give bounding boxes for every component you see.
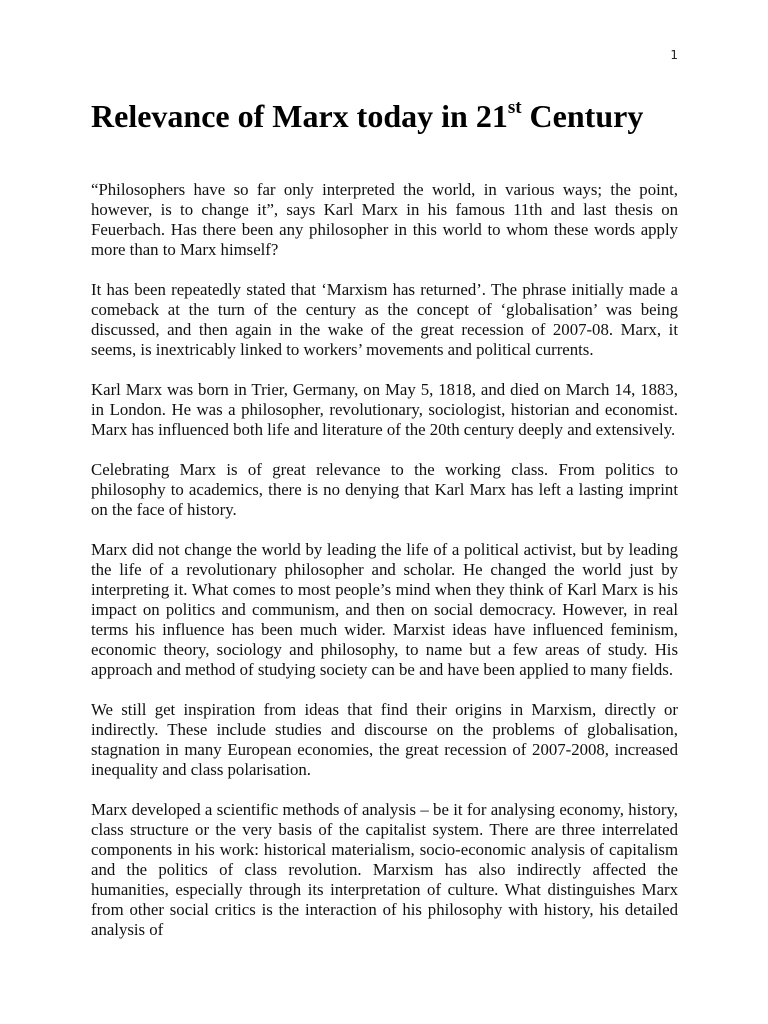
paragraph-influence: Marx did not change the world by leading the life of a political activist, but by leading the life of a revolutionary philosopher and scholar. He changed the world just by interpreting it. What comes to most people’s mind when they think of Karl Marx is his impact on politics and communism, and then on social democracy. However, in real terms his influence has been much wider. Marxist ideas have influenced feminism, economic theory, sociology and philosophy, to name but a few areas of study. His approach and method of studying society can be and have been applied to many fields. bbox=[91, 540, 678, 679]
paragraph-method: Marx developed a scientific methods of analysis – be it for analysing economy, history, class structure or the very basis of the capitalist system. There are three interrelated components in his work: historical materialism, socio-economic analysis of capitalism and the politics of class revolution. Marxism has also indirectly affected the humanities, especially through its interpretation of culture. What distinguishes Marx from other social critics is the interaction of his philosophy with history, his detailed analysis of bbox=[91, 800, 678, 939]
title-tail: Century bbox=[521, 98, 644, 134]
document-title bbox=[91, 96, 678, 136]
title-superscript: st bbox=[507, 97, 522, 118]
title-main: Relevance of Marx today in 21 bbox=[91, 98, 508, 134]
paragraph-quote: “Philosophers have so far only interpreted the world, in various ways; the point, however, is to change it”, says Karl Marx in his famous 11th and last thesis on Feuerbach. Has there been any philosopher in this world to whom these words apply more than to Marx himself? bbox=[91, 180, 678, 259]
paragraph-marxism-returned: It has been repeatedly stated that ‘Marxism has returned’. The phrase initially made a comeback at the turn of the century as the concept of ‘globalisation’ was being discussed, and then again in the wake of the great recession of 2007-08. Marx, it seems, is inextricably linked to workers’ movements and political currents. bbox=[91, 280, 678, 359]
paragraph-inspiration: We still get inspiration from ideas that find their origins in Marxism, directly or indirectly. These include studies and discourse on the problems of globalisation, stagnation in many European economies, the great recession of 2007-2008, increased inequality and class polarisation. bbox=[91, 700, 678, 779]
page-number: 1 bbox=[670, 48, 678, 62]
paragraph-celebrating: Celebrating Marx is of great relevance to the working class. From politics to philosophy to academics, there is no denying that Karl Marx has left a lasting imprint on the face of history. bbox=[91, 460, 678, 519]
document-body bbox=[91, 96, 678, 960]
paragraph-biography: Karl Marx was born in Trier, Germany, on May 5, 1818, and died on March 14, 1883, in London. He was a philosopher, revolutionary, sociologist, historian and economist. Marx has influenced both life and literature of the 20th century deeply and extensively. bbox=[91, 380, 678, 439]
